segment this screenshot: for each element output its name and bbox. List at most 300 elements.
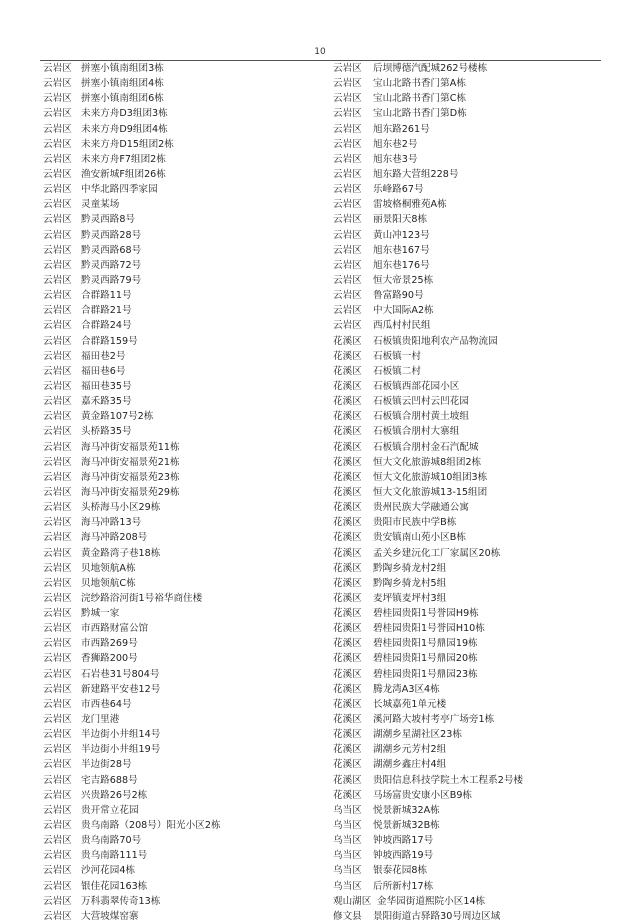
- address-row: [43, 288, 325, 303]
- address-row: [333, 697, 605, 712]
- address-text: 合群路11号: [81, 290, 132, 302]
- address-text: 孟关乡建沅化工厂家属区20栋: [373, 547, 501, 559]
- address-text: 湖潮乡星湖社区23栋: [373, 729, 462, 741]
- district-name: 云岩区: [43, 229, 72, 241]
- district-name: 云岩区: [43, 668, 72, 680]
- address-text: 中大国际A2栋: [373, 305, 434, 317]
- address-row: [43, 515, 325, 530]
- district-name: 花溪区: [333, 683, 362, 695]
- address-text: 黔灵西路28号: [81, 229, 142, 241]
- district-name: 云岩区: [43, 274, 72, 286]
- district-name: 云岩区: [333, 108, 362, 120]
- district-name: 云岩区: [43, 184, 72, 196]
- district-name: 云岩区: [43, 78, 72, 90]
- district-name: 云岩区: [333, 320, 362, 332]
- district-name: 云岩区: [43, 880, 72, 892]
- address-text: 黔灵西路79号: [81, 274, 142, 286]
- district-name: 云岩区: [43, 683, 72, 695]
- address-row: [43, 303, 325, 318]
- address-text: 市西路财富公馆: [81, 623, 149, 635]
- district-name: 花溪区: [333, 365, 362, 377]
- address-row: [333, 591, 605, 606]
- district-name: 云岩区: [43, 63, 72, 74]
- address-row: [43, 727, 325, 742]
- district-name: 云岩区: [43, 350, 72, 362]
- district-name: 云岩区: [43, 623, 72, 635]
- address-row: [43, 818, 325, 833]
- district-name: 花溪区: [333, 577, 362, 589]
- district-name: 乌当区: [333, 850, 362, 862]
- district-name: 云岩区: [43, 532, 72, 544]
- address-row: [333, 667, 605, 682]
- address-row: [333, 243, 605, 258]
- address-text: 后所新村17栋: [373, 880, 434, 892]
- address-row: [333, 440, 605, 455]
- address-row: [333, 546, 605, 561]
- district-name: 云岩区: [333, 274, 362, 286]
- address-row: [333, 152, 605, 167]
- address-row: [43, 334, 325, 349]
- address-row: [333, 773, 605, 788]
- address-row: [43, 76, 325, 91]
- address-text: 新建路平安巷12号: [81, 683, 161, 695]
- address-row: [43, 318, 325, 333]
- address-row: [333, 636, 605, 651]
- address-text: 旭东路大营组228号: [373, 168, 459, 180]
- address-text: 合群路21号: [81, 305, 132, 317]
- district-name: 花溪区: [333, 653, 362, 665]
- address-text: 未来方舟D9组团4栋: [81, 123, 168, 135]
- district-name: 云岩区: [333, 184, 362, 196]
- address-text: 恒大文化旅游城8组团2栋: [373, 456, 482, 468]
- address-row: [333, 349, 605, 364]
- district-name: 云岩区: [43, 456, 72, 468]
- address-row: [333, 106, 605, 121]
- district-name: 花溪区: [333, 698, 362, 710]
- address-text: 银佳花园163栋: [81, 880, 148, 892]
- address-row: [43, 182, 325, 197]
- address-row: [333, 288, 605, 303]
- address-text: 湖潮乡鑫庄村4组: [373, 759, 447, 771]
- address-row: [43, 470, 325, 485]
- district-name: 花溪区: [333, 486, 362, 498]
- address-row: [43, 833, 325, 848]
- address-row: [333, 182, 605, 197]
- address-text: 半边街小井组19号: [81, 744, 161, 756]
- address-text: 黄金路107号2栋: [81, 411, 154, 423]
- address-text: 海马冲街安福景苑21栋: [81, 456, 180, 468]
- address-text: 渔安新城F组团26栋: [81, 168, 166, 180]
- district-name: 云岩区: [43, 411, 72, 423]
- address-row: [333, 621, 605, 636]
- district-name: 云岩区: [43, 93, 72, 105]
- address-row: [43, 606, 325, 621]
- address-text: 中华北路四季家园: [81, 184, 158, 196]
- address-text: 鲁富路90号: [373, 290, 424, 302]
- district-name: 花溪区: [333, 411, 362, 423]
- address-text: 恒大文化旅游城13-15组团: [373, 486, 488, 498]
- address-row: [43, 742, 325, 757]
- address-text: 黔灵西路8号: [81, 214, 136, 226]
- district-name: 云岩区: [333, 305, 362, 317]
- address-row: [333, 212, 605, 227]
- address-text: 乐峰路67号: [373, 184, 424, 196]
- address-text: 龙门里港: [81, 714, 120, 726]
- address-row: [333, 122, 605, 137]
- address-row: [43, 91, 325, 106]
- address-text: 后坝博德汽配城262号楼栋: [373, 63, 488, 74]
- address-row: [333, 833, 605, 848]
- address-text: 贵阳信息科技学院土木工程系2号楼: [373, 774, 524, 786]
- district-name: 云岩区: [43, 502, 72, 514]
- address-text: 石板镇贵阳地利农产品物流园: [373, 335, 498, 347]
- address-row: [43, 243, 325, 258]
- address-row: [43, 349, 325, 364]
- address-row: [43, 909, 325, 924]
- district-name: 花溪区: [333, 396, 362, 408]
- district-name: 修文县: [333, 910, 362, 922]
- address-text: 黄金路湾子巷18栋: [81, 547, 161, 559]
- address-text: 福田巷35号: [81, 380, 132, 392]
- address-text: 万科翡翠传奇13栋: [81, 895, 161, 907]
- district-name: 云岩区: [333, 244, 362, 256]
- district-name: 云岩区: [43, 199, 72, 211]
- address-row: [333, 394, 605, 409]
- address-row: [43, 273, 325, 288]
- left-address-column: [43, 61, 325, 924]
- address-row: [333, 228, 605, 243]
- address-text: 半边街28号: [81, 759, 132, 771]
- address-text: 石板镇二村: [373, 365, 421, 377]
- address-row: [333, 137, 605, 152]
- address-text: 碧桂园贵阳1号鼎园23栋: [373, 668, 478, 680]
- district-name: 云岩区: [333, 214, 362, 226]
- district-name: 花溪区: [333, 456, 362, 468]
- district-name: 花溪区: [333, 441, 362, 453]
- district-name: 花溪区: [333, 335, 362, 347]
- district-name: 花溪区: [333, 350, 362, 362]
- address-text: 旭东巷167号: [373, 244, 430, 256]
- address-text: 溪河路大坡村考亭广场旁1栋: [373, 714, 495, 726]
- address-text: 贵乌南路111号: [81, 850, 148, 862]
- address-text: 金华园街道熙院小区14栋: [377, 895, 486, 907]
- district-name: 花溪区: [333, 532, 362, 544]
- address-row: [43, 152, 325, 167]
- address-text: 石板镇合朋村大寨组: [373, 426, 460, 438]
- address-text: 石板镇云凹村云凹花园: [373, 396, 469, 408]
- address-text: 麦坪镇麦坪村3组: [373, 592, 447, 604]
- district-name: 云岩区: [43, 759, 72, 771]
- address-text: 石板镇合朋村黄土坡组: [373, 411, 469, 423]
- district-name: 云岩区: [43, 804, 72, 816]
- address-row: [333, 848, 605, 863]
- address-row: [43, 879, 325, 894]
- address-row: [43, 424, 325, 439]
- district-name: 花溪区: [333, 517, 362, 529]
- address-text: 宝山北路书香门第D栋: [373, 108, 467, 120]
- address-text: 合群路159号: [81, 335, 138, 347]
- address-text: 黔陶乡骑龙村2组: [373, 562, 447, 574]
- address-text: 宝山北路书香门第C栋: [373, 93, 467, 105]
- district-name: 花溪区: [333, 729, 362, 741]
- address-row: [43, 258, 325, 273]
- address-text: 贵安镇南山苑小区B栋: [373, 532, 466, 544]
- address-row: [333, 682, 605, 697]
- address-row: [333, 561, 605, 576]
- address-text: 钟坡西路17号: [373, 835, 434, 847]
- address-text: 嘉禾路35号: [81, 396, 132, 408]
- district-name: 云岩区: [43, 592, 72, 604]
- address-row: [43, 773, 325, 788]
- address-text: 西瓜村村民组: [373, 320, 431, 332]
- address-text: 海马冲街安福景苑11栋: [81, 441, 180, 453]
- district-name: 云岩区: [43, 214, 72, 226]
- district-name: 云岩区: [43, 426, 72, 438]
- address-text: 拼塞小镇南组团6栋: [81, 93, 164, 105]
- address-row: [43, 651, 325, 666]
- address-text: 宝山北路书香门第A栋: [373, 78, 466, 90]
- address-row: [333, 91, 605, 106]
- address-text: 贝地领航A栋: [81, 562, 136, 574]
- district-name: 云岩区: [43, 441, 72, 453]
- address-text: 石板镇一村: [373, 350, 421, 362]
- address-row: [43, 546, 325, 561]
- district-name: 云岩区: [43, 244, 72, 256]
- district-name: 云岩区: [43, 365, 72, 377]
- district-name: 云岩区: [333, 93, 362, 105]
- address-row: [43, 848, 325, 863]
- district-name: 花溪区: [333, 547, 362, 559]
- address-text: 拼塞小镇南组团4栋: [81, 78, 164, 90]
- address-row: [333, 530, 605, 545]
- district-name: 云岩区: [43, 259, 72, 271]
- address-row: [43, 364, 325, 379]
- address-row: [333, 727, 605, 742]
- address-row: [43, 197, 325, 212]
- address-row: [43, 803, 325, 818]
- address-text: 马场富贵安康小区B9栋: [373, 789, 473, 801]
- address-text: 黔城一家: [81, 608, 120, 620]
- address-text: 海马冲路13号: [81, 517, 142, 529]
- address-text: 碧桂园贵阳1号鼎园20栋: [373, 653, 478, 665]
- address-text: 未来方舟D15组团2栋: [81, 138, 174, 150]
- address-text: 合群路24号: [81, 320, 132, 332]
- address-text: 悦景新城32B栋: [373, 820, 440, 832]
- address-text: 半边街小井组14号: [81, 729, 161, 741]
- address-text: 海马冲街安福景苑29栋: [81, 486, 180, 498]
- address-row: [43, 863, 325, 878]
- address-row: [43, 379, 325, 394]
- address-text: 头桥路35号: [81, 426, 132, 438]
- address-row: [333, 470, 605, 485]
- address-row: [333, 879, 605, 894]
- district-name: 花溪区: [333, 744, 362, 756]
- district-name: 云岩区: [43, 486, 72, 498]
- address-text: 黔灵西路68号: [81, 244, 142, 256]
- address-text: 贵开常立花园: [81, 804, 139, 816]
- address-row: [43, 137, 325, 152]
- address-text: 石板镇西部花园小区: [373, 380, 460, 392]
- district-name: 花溪区: [333, 426, 362, 438]
- address-row: [333, 364, 605, 379]
- district-name: 花溪区: [333, 623, 362, 635]
- address-text: 市西路269号: [81, 638, 138, 650]
- address-text: 拼塞小镇南组团3栋: [81, 63, 164, 74]
- address-row: [43, 440, 325, 455]
- district-name: 云岩区: [43, 608, 72, 620]
- district-name: 云岩区: [43, 380, 72, 392]
- address-text: 恒大帝景25栋: [373, 274, 434, 286]
- district-name: 云岩区: [43, 820, 72, 832]
- district-name: 花溪区: [333, 789, 362, 801]
- district-name: 云岩区: [43, 123, 72, 135]
- address-text: 腾龙湾A3区4栋: [373, 683, 440, 695]
- address-text: 福田巷6号: [81, 365, 126, 377]
- address-row: [333, 485, 605, 500]
- district-name: 花溪区: [333, 668, 362, 680]
- district-name: 花溪区: [333, 471, 362, 483]
- address-text: 海马冲路208号: [81, 532, 148, 544]
- district-name: 乌当区: [333, 820, 362, 832]
- district-name: 云岩区: [333, 290, 362, 302]
- district-name: 云岩区: [43, 335, 72, 347]
- address-row: [333, 606, 605, 621]
- address-row: [43, 167, 325, 182]
- district-name: 云岩区: [43, 471, 72, 483]
- address-row: [333, 712, 605, 727]
- district-name: 云岩区: [43, 562, 72, 574]
- district-name: 云岩区: [43, 290, 72, 302]
- address-row: [333, 318, 605, 333]
- district-name: 云岩区: [333, 63, 362, 74]
- address-text: 钟坡西路19号: [373, 850, 434, 862]
- address-text: 悦景新城32A栋: [373, 804, 440, 816]
- district-name: 云岩区: [43, 517, 72, 529]
- address-text: 恒大文化旅游城10组团3栋: [373, 471, 488, 483]
- district-name: 花溪区: [333, 774, 362, 786]
- address-text: 沙河花园4栋: [81, 865, 136, 877]
- address-text: 黔灵西路72号: [81, 259, 142, 271]
- address-text: 石岩巷31号804号: [81, 668, 160, 680]
- address-text: 贵州民族大学融通公寓: [373, 502, 469, 514]
- address-row: [43, 682, 325, 697]
- address-row: [333, 894, 605, 909]
- address-row: [43, 530, 325, 545]
- address-row: [333, 303, 605, 318]
- address-text: 碧桂园贵阳1号鼎园19栋: [373, 638, 478, 650]
- address-text: 贵阳市民族中学B栋: [373, 517, 457, 529]
- address-row: [43, 894, 325, 909]
- address-row: [333, 409, 605, 424]
- district-name: 乌当区: [333, 804, 362, 816]
- district-name: 云岩区: [333, 138, 362, 150]
- address-row: [333, 818, 605, 833]
- address-text: 市西巷64号: [81, 698, 132, 710]
- address-text: 碧桂园贵阳1号誉园H10栋: [373, 623, 485, 635]
- district-name: 花溪区: [333, 562, 362, 574]
- address-row: [43, 61, 325, 76]
- district-name: 云岩区: [43, 547, 72, 559]
- address-row: [43, 106, 325, 121]
- address-row: [333, 651, 605, 666]
- address-text: 碧桂园贵阳1号誉园H9栋: [373, 608, 479, 620]
- address-row: [43, 636, 325, 651]
- address-row: [333, 576, 605, 591]
- address-text: 贵乌南路70号: [81, 835, 142, 847]
- address-text: 黄山冲123号: [373, 229, 430, 241]
- district-name: 云岩区: [43, 895, 72, 907]
- address-row: [43, 394, 325, 409]
- district-name: 花溪区: [333, 592, 362, 604]
- address-text: 黔陶乡骑龙村5组: [373, 577, 447, 589]
- address-row: [333, 334, 605, 349]
- address-row: [333, 788, 605, 803]
- address-row: [333, 273, 605, 288]
- address-text: 石板镇合朋村金石汽配城: [373, 441, 479, 453]
- address-row: [43, 788, 325, 803]
- address-text: 丽景阳天8栋: [373, 214, 428, 226]
- address-text: 旭东巷176号: [373, 259, 430, 271]
- district-name: 云岩区: [43, 729, 72, 741]
- address-text: 雷坡格桐雅苑A栋: [373, 199, 447, 211]
- address-text: 头桥海马小区29栋: [81, 502, 161, 514]
- district-name: 云岩区: [43, 714, 72, 726]
- address-row: [333, 379, 605, 394]
- address-row: [333, 742, 605, 757]
- address-row: [333, 863, 605, 878]
- address-row: [333, 909, 605, 924]
- district-name: 乌当区: [333, 880, 362, 892]
- address-row: [43, 712, 325, 727]
- address-text: 大营坡煤窑寨: [81, 910, 139, 922]
- address-text: 景阳街道古驿路30号周边区域: [373, 910, 501, 922]
- right-address-column: [333, 61, 605, 924]
- address-row: [43, 409, 325, 424]
- address-text: 湖潮乡元芳村2组: [373, 744, 447, 756]
- address-row: [43, 576, 325, 591]
- address-row: [333, 424, 605, 439]
- address-text: 长城嘉苑1单元楼: [373, 698, 447, 710]
- address-row: [333, 757, 605, 772]
- address-text: 银泰花园8栋: [373, 865, 428, 877]
- address-row: [333, 500, 605, 515]
- address-row: [333, 197, 605, 212]
- address-row: [333, 455, 605, 470]
- district-name: 云岩区: [43, 305, 72, 317]
- district-name: 花溪区: [333, 380, 362, 392]
- district-name: 云岩区: [43, 744, 72, 756]
- address-text: 旭东巷2号: [373, 138, 418, 150]
- district-name: 花溪区: [333, 714, 362, 726]
- address-row: [43, 122, 325, 137]
- district-name: 云岩区: [43, 577, 72, 589]
- district-name: 云岩区: [333, 259, 362, 271]
- district-name: 云岩区: [43, 865, 72, 877]
- district-name: 乌当区: [333, 835, 362, 847]
- district-name: 观山湖区: [333, 895, 372, 907]
- address-row: [43, 697, 325, 712]
- address-text: 灵童某场: [81, 199, 120, 211]
- address-text: 贝地领航C栋: [81, 577, 136, 589]
- address-text: 旭东路261号: [373, 123, 430, 135]
- address-text: 浣纱路浴河街1号裕华商住楼: [81, 592, 203, 604]
- address-text: 海马冲街安福景苑23栋: [81, 471, 180, 483]
- district-name: 云岩区: [333, 199, 362, 211]
- district-name: 云岩区: [333, 168, 362, 180]
- district-name: 云岩区: [43, 653, 72, 665]
- district-name: 云岩区: [43, 108, 72, 120]
- address-row: [43, 485, 325, 500]
